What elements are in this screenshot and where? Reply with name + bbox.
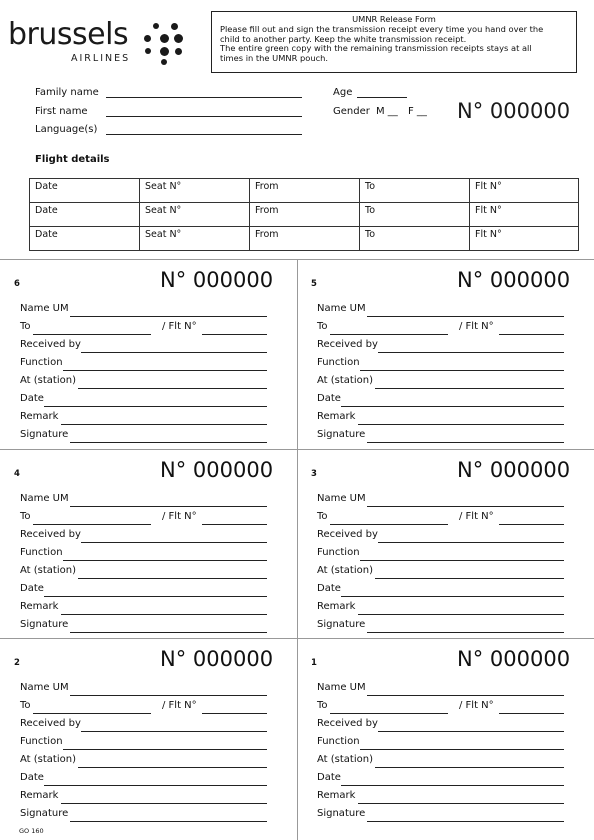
- remark-field[interactable]: [61, 424, 267, 425]
- function-field[interactable]: [360, 749, 564, 750]
- flight-number-cell[interactable]: Flt N°: [470, 203, 579, 227]
- to-label: To: [20, 511, 31, 522]
- signature-row: [20, 808, 267, 822]
- receipt-number: N° 000000: [457, 647, 571, 671]
- signature-label: Signature: [317, 808, 366, 819]
- flight-number-field[interactable]: [499, 713, 564, 714]
- to-label: To: [20, 321, 31, 332]
- at-station-field[interactable]: [78, 767, 267, 768]
- at-station-field[interactable]: [78, 388, 267, 389]
- received-by-row: [20, 529, 267, 543]
- remark-row: [20, 411, 267, 425]
- remark-field[interactable]: [61, 803, 267, 804]
- flight-number-label: / Flt N°: [459, 511, 494, 522]
- received-by-row: [20, 718, 267, 732]
- remark-field[interactable]: [358, 614, 564, 615]
- flight-number-field[interactable]: [499, 334, 564, 335]
- function-field[interactable]: [63, 370, 267, 371]
- name-um-label: Name UM: [20, 303, 69, 314]
- brand-name: brussels: [8, 17, 129, 52]
- signature-label: Signature: [20, 429, 69, 440]
- remark-row: [317, 601, 564, 615]
- at-station-row: [20, 375, 267, 389]
- received-by-label: Received by: [317, 339, 378, 350]
- received-by-field[interactable]: [378, 731, 564, 732]
- name-um-field[interactable]: [367, 506, 564, 507]
- function-label: Function: [317, 736, 360, 747]
- name-um-label: Name UM: [20, 682, 69, 693]
- to-row: [20, 321, 267, 335]
- flight-from-cell[interactable]: From: [250, 227, 360, 251]
- first-name-label: First name: [35, 106, 88, 117]
- flight-number-cell[interactable]: Flt N°: [470, 179, 579, 203]
- name-um-row: [317, 493, 564, 507]
- date-label: Date: [20, 772, 44, 783]
- signature-label: Signature: [20, 619, 69, 630]
- date-label: Date: [317, 772, 341, 783]
- flight-date-cell[interactable]: Date: [30, 179, 140, 203]
- brand-dots-icon: [144, 23, 184, 65]
- date-field[interactable]: [44, 406, 267, 407]
- receipt-number: N° 000000: [457, 268, 571, 292]
- table-row: [30, 227, 579, 251]
- remark-field[interactable]: [358, 424, 564, 425]
- form-code: GO 160: [19, 827, 44, 835]
- name-um-field[interactable]: [70, 506, 267, 507]
- function-label: Function: [20, 547, 63, 558]
- to-field[interactable]: [33, 334, 151, 335]
- date-label: Date: [20, 393, 44, 404]
- date-label: Date: [20, 583, 44, 594]
- flight-number-label: / Flt N°: [459, 321, 494, 332]
- remark-label: Remark: [317, 411, 356, 422]
- received-by-label: Received by: [317, 529, 378, 540]
- at-station-label: At (station): [20, 754, 76, 765]
- to-label: To: [317, 321, 328, 332]
- at-station-row: [20, 565, 267, 579]
- date-field[interactable]: [341, 406, 564, 407]
- gender-label: Gender: [333, 106, 370, 117]
- name-um-row: [20, 682, 267, 696]
- languages-field[interactable]: [106, 134, 302, 135]
- flight-number-field[interactable]: [202, 713, 267, 714]
- signature-field[interactable]: [70, 821, 267, 822]
- family-name-field[interactable]: [106, 97, 302, 98]
- function-field[interactable]: [63, 560, 267, 561]
- instruction-line: The entire green copy with the remaining transmission receipts stays at all: [220, 43, 532, 54]
- receipt-index: 5: [311, 279, 317, 289]
- instruction-line: child to another party. Keep the white transmission receipt.: [220, 33, 467, 44]
- signature-field[interactable]: [367, 632, 564, 633]
- receipt-number: N° 000000: [160, 268, 274, 292]
- family-name-label: Family name: [35, 87, 99, 98]
- date-field[interactable]: [341, 596, 564, 597]
- function-label: Function: [20, 357, 63, 368]
- flight-from-cell[interactable]: From: [250, 203, 360, 227]
- signature-row: [317, 429, 564, 443]
- flight-seat-cell[interactable]: Seat N°: [140, 179, 250, 203]
- date-row: [317, 772, 564, 786]
- flight-number-label: / Flt N°: [162, 700, 197, 711]
- at-station-field[interactable]: [375, 767, 564, 768]
- date-row: [317, 393, 564, 407]
- received-by-field[interactable]: [81, 731, 267, 732]
- flight-from-cell[interactable]: From: [250, 179, 360, 203]
- to-field[interactable]: [33, 713, 151, 714]
- name-um-row: [20, 303, 267, 317]
- receipt-index: 6: [14, 279, 20, 289]
- function-field[interactable]: [63, 749, 267, 750]
- transmission-receipt: [0, 259, 297, 449]
- transmission-receipt: [0, 638, 297, 828]
- received-by-label: Received by: [20, 718, 81, 729]
- date-row: [20, 772, 267, 786]
- at-station-label: At (station): [317, 375, 373, 386]
- at-station-field[interactable]: [375, 388, 564, 389]
- signature-row: [317, 808, 564, 822]
- flight-details-table: [29, 178, 579, 251]
- transmission-receipt: [297, 449, 594, 639]
- function-row: [317, 547, 564, 561]
- date-label: Date: [317, 583, 341, 594]
- date-field[interactable]: [341, 785, 564, 786]
- to-label: To: [317, 700, 328, 711]
- to-label: To: [317, 511, 328, 522]
- transmission-receipt: [297, 638, 594, 828]
- flight-to-cell[interactable]: To: [360, 179, 470, 203]
- to-field[interactable]: [330, 334, 448, 335]
- date-field[interactable]: [44, 596, 267, 597]
- at-station-field[interactable]: [375, 578, 564, 579]
- name-um-label: Name UM: [20, 493, 69, 504]
- at-station-row: [20, 754, 267, 768]
- remark-row: [20, 601, 267, 615]
- received-by-field[interactable]: [81, 542, 267, 543]
- flight-number-label: / Flt N°: [459, 700, 494, 711]
- brand-subtitle: AIRLINES: [71, 53, 131, 64]
- function-row: [317, 357, 564, 371]
- remark-label: Remark: [20, 601, 59, 612]
- at-station-row: [317, 754, 564, 768]
- date-field[interactable]: [44, 785, 267, 786]
- receipt-index: 3: [311, 469, 317, 479]
- at-station-label: At (station): [317, 754, 373, 765]
- signature-field[interactable]: [367, 821, 564, 822]
- gender-f-option[interactable]: F __: [408, 106, 427, 117]
- date-label: Date: [317, 393, 341, 404]
- received-by-field[interactable]: [378, 352, 564, 353]
- remark-row: [20, 790, 267, 804]
- flight-date-cell[interactable]: Date: [30, 203, 140, 227]
- remark-label: Remark: [20, 790, 59, 801]
- flight-seat-cell[interactable]: Seat N°: [140, 203, 250, 227]
- flight-details-title: Flight details: [35, 154, 110, 165]
- age-field[interactable]: [357, 97, 407, 98]
- name-um-field[interactable]: [367, 695, 564, 696]
- receipt-number: N° 000000: [160, 458, 274, 482]
- gender-m-option[interactable]: M __: [376, 106, 398, 117]
- signature-field[interactable]: [367, 442, 564, 443]
- flight-number-field[interactable]: [499, 524, 564, 525]
- at-station-label: At (station): [317, 565, 373, 576]
- to-row: [20, 700, 267, 714]
- instruction-line: times in the UMNR pouch.: [220, 53, 329, 64]
- at-station-label: At (station): [20, 565, 76, 576]
- name-um-label: Name UM: [317, 303, 366, 314]
- receipt-number: N° 000000: [457, 458, 571, 482]
- signature-label: Signature: [317, 429, 366, 440]
- function-row: [20, 357, 267, 371]
- signature-field[interactable]: [70, 442, 267, 443]
- remark-label: Remark: [20, 411, 59, 422]
- flight-number-label: / Flt N°: [162, 321, 197, 332]
- name-um-field[interactable]: [70, 316, 267, 317]
- flight-to-cell[interactable]: To: [360, 203, 470, 227]
- signature-field[interactable]: [70, 632, 267, 633]
- signature-row: [317, 619, 564, 633]
- flight-number-field[interactable]: [202, 524, 267, 525]
- date-row: [317, 583, 564, 597]
- signature-label: Signature: [20, 808, 69, 819]
- age-label: Age: [333, 87, 353, 98]
- to-field[interactable]: [330, 524, 448, 525]
- flight-number-cell[interactable]: Flt N°: [470, 227, 579, 251]
- name-um-row: [317, 682, 564, 696]
- function-row: [20, 736, 267, 750]
- form-number: N° 000000: [457, 99, 571, 123]
- instruction-line: Please fill out and sign the transmission receipt every time you hand over the: [220, 23, 544, 34]
- received-by-row: [317, 529, 564, 543]
- function-row: [20, 547, 267, 561]
- function-label: Function: [20, 736, 63, 747]
- table-row: [30, 179, 579, 203]
- to-row: [317, 321, 564, 335]
- received-by-row: [317, 339, 564, 353]
- remark-row: [317, 790, 564, 804]
- to-row: [317, 511, 564, 525]
- received-by-row: [20, 339, 267, 353]
- form-title: UMNR Release Form: [352, 14, 436, 24]
- function-field[interactable]: [360, 370, 564, 371]
- instructions-box: [211, 11, 577, 73]
- receipt-index: 1: [311, 658, 317, 668]
- received-by-label: Received by: [20, 339, 81, 350]
- received-by-label: Received by: [317, 718, 378, 729]
- received-by-field[interactable]: [81, 352, 267, 353]
- to-row: [20, 511, 267, 525]
- received-by-label: Received by: [20, 529, 81, 540]
- receipt-index: 2: [14, 658, 20, 668]
- transmission-receipt: [297, 259, 594, 449]
- at-station-row: [317, 375, 564, 389]
- received-by-row: [317, 718, 564, 732]
- flight-number-field[interactable]: [202, 334, 267, 335]
- function-field[interactable]: [360, 560, 564, 561]
- name-um-row: [317, 303, 564, 317]
- flight-seat-cell[interactable]: Seat N°: [140, 227, 250, 251]
- flight-date-cell[interactable]: Date: [30, 227, 140, 251]
- name-um-field[interactable]: [70, 695, 267, 696]
- receipt-number: N° 000000: [160, 647, 274, 671]
- flight-to-cell[interactable]: To: [360, 227, 470, 251]
- receipt-index: 4: [14, 469, 20, 479]
- at-station-label: At (station): [20, 375, 76, 386]
- date-row: [20, 583, 267, 597]
- table-row: [30, 203, 579, 227]
- flight-number-label: / Flt N°: [162, 511, 197, 522]
- first-name-field[interactable]: [106, 116, 302, 117]
- name-um-label: Name UM: [317, 493, 366, 504]
- received-by-field[interactable]: [378, 542, 564, 543]
- remark-label: Remark: [317, 601, 356, 612]
- name-um-row: [20, 493, 267, 507]
- remark-field[interactable]: [61, 614, 267, 615]
- transmission-receipt: [0, 449, 297, 639]
- remark-row: [317, 411, 564, 425]
- remark-field[interactable]: [358, 803, 564, 804]
- languages-label: Language(s): [35, 124, 98, 135]
- to-field[interactable]: [33, 524, 151, 525]
- at-station-field[interactable]: [78, 578, 267, 579]
- signature-label: Signature: [317, 619, 366, 630]
- function-label: Function: [317, 547, 360, 558]
- signature-row: [20, 429, 267, 443]
- function-label: Function: [317, 357, 360, 368]
- function-row: [317, 736, 564, 750]
- date-row: [20, 393, 267, 407]
- name-um-label: Name UM: [317, 682, 366, 693]
- remark-label: Remark: [317, 790, 356, 801]
- signature-row: [20, 619, 267, 633]
- name-um-field[interactable]: [367, 316, 564, 317]
- to-row: [317, 700, 564, 714]
- to-label: To: [20, 700, 31, 711]
- at-station-row: [317, 565, 564, 579]
- to-field[interactable]: [330, 713, 448, 714]
